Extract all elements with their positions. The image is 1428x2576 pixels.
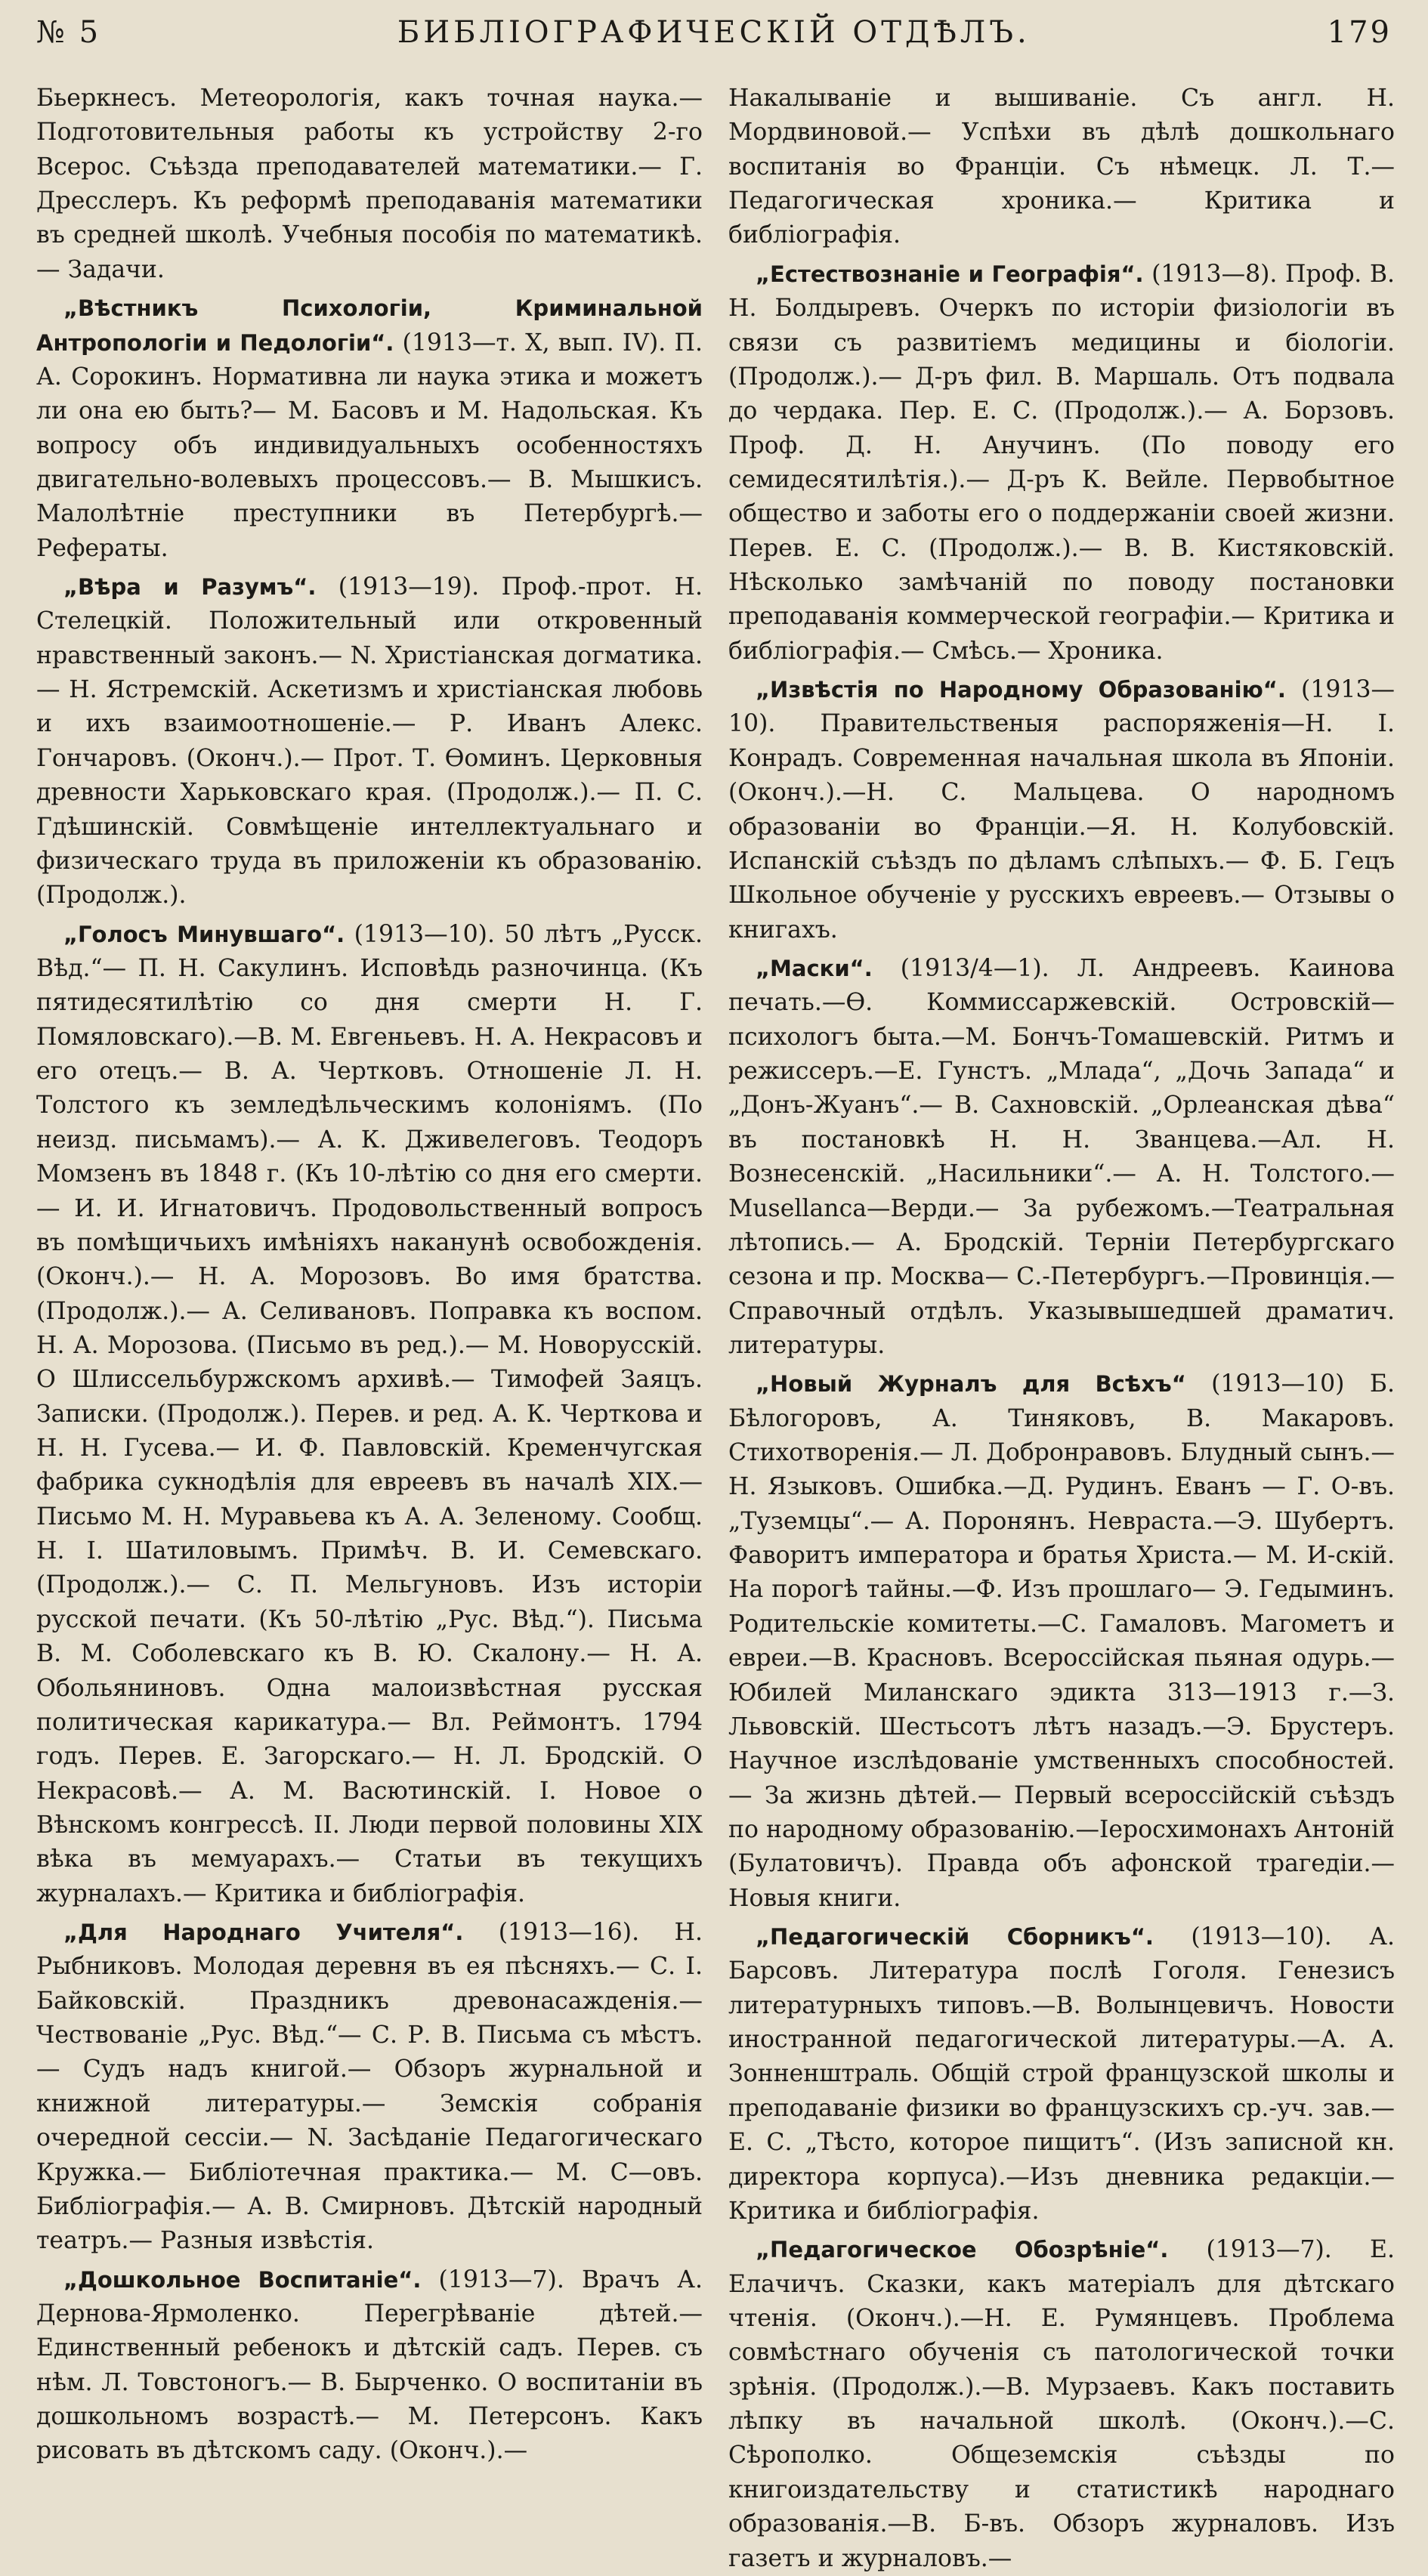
entry-text: Бьеркнесъ. Метеорологія, какъ точная наука.— Подготовительныя работы къ устройству 2-го Всерос. Съѣзда преподавателей математики.— Г. Дресслеръ. Къ реформѣ преподаванія математики въ средней школѣ. Учебныя пособія по математикѣ.— Задачи.	[36, 85, 703, 283]
entry-text: (1913—10). А. Барсовъ. Литература послѣ Гоголя. Генезисъ литературныхъ типовъ.—В. Волынцевичъ. Новости иностранной педагогической литературы.—А. А. Зонненштраль. Общій строй французской школы и преподаваніе физики во французскихъ ср.-уч. зав.—Е. С. „Тѣсто, которое пищитъ“. (Изъ записной кн. директора корпуса).—Изъ дневника редакціи.—Критика и библіографія.	[728, 1923, 1396, 2225]
entry-text: Накалываніе и вышиваніе. Съ англ. Н. Мордвиновой.— Успѣхи въ дѣлѣ дошкольнаго воспитанія во Франціи. Съ нѣмецк. Л. Т.— Педагогическая хроника.— Критика и библіографія.	[728, 85, 1395, 249]
journal-title: „Дошкольное Воспитаніе“.	[63, 2266, 422, 2293]
journal-entry	[36, 1916, 703, 2259]
section-title: БИБЛІОГРАФИЧЕСКІЙ ОТДѢЛЪ.	[397, 15, 1031, 50]
page-header	[36, 6, 1392, 59]
two-column-text	[36, 82, 1396, 2572]
journal-title: „Вѣра и Разумъ“.	[63, 574, 317, 601]
journal-entry	[728, 1920, 1395, 2229]
journal-title: „Педагогическое Обозрѣніе“.	[756, 2237, 1169, 2263]
issue-number: № 5	[36, 15, 101, 50]
entry-text: (1913—10). 50 лѣтъ „Русск. Вѣд.“— П. Н. Сакулинъ. Исповѣдь разночинца. (Къ пятидесятилѣтію со дня смерти Н. Г. Помяловскаго).—В. М. Евгеньевъ. Н. А. Некрасовъ и его отецъ.— В. А. Чертковъ. Отношеніе Л. Н. Толстого къ земледѣльческимъ колоніямъ. (По неизд. письмамъ).— А. К. Дживелеговъ. Теодоръ Момзенъ въ 1848 г. (Къ 10-лѣтію со дня его смерти.— И. И. Игнатовичъ. Продовольственный вопросъ въ помѣщичьихъ имѣніяхъ наканунѣ освобожденія. (Оконч.).— Н. А. Морозовъ. Во имя братства. (Продолж.).— А. Селивановъ. Поправка къ воспом. Н. А. Морозова. (Письмо въ ред.).— М. Новорусскій. О Шлиссельбуржскомъ архивѣ.— Тимофей Заяцъ. Записки. (Продолж.). Перев. и ред. А. К. Черткова и Н. Н. Гусева.— И. Ф. Павловскій. Кременчугская фабрика сукнодѣлія для евреевъ въ началѣ XIX.— Письмо М. Н. Муравьева къ А. А. Зеленому. Сообщ. Н. І. Шатиловымъ. Примѣч. В. И. Семевскаго. (Продолж.).— С. П. Мельгуновъ. Изъ исторіи русской печати. (Къ 50-лѣтію „Рус. Вѣд.“). Письма В. М. Соболевскаго къ В. Ю. Скалону.— Н. А. Обольяниновъ. Одна малоизвѣстная русская политическая карикатура.— Вл. Реймонтъ. 1794 годъ. Перев. Е. Загорскаго.— Н. Л. Бродскій. О Некрасовѣ.— А. М. Васютинскій. І. Новое о Вѣнскомъ конгрессѣ. II. Люди первой половины XIX вѣка въ мемуарахъ.— Статьи въ текущихъ журналахъ.— Критика и библіографія.	[36, 920, 703, 1907]
journal-entry	[36, 570, 703, 913]
journal-entry	[36, 2263, 703, 2469]
entry-text: (1913—7). Е. Елачичъ. Сказки, какъ матеріалъ для дѣтскаго чтенія. (Оконч.).—Н. Е. Румянцевъ. Проблема совмѣстнаго обученія съ патологической точки зрѣнія. (Продолж.).—В. Мурзаевъ. Какъ поставить лѣпку въ начальной школѣ. (Оконч.).—С. Сѣрополко. Общеземскія съѣзды по книгоиздательству и статистикѣ народнаго образованія.—В. Б-въ. Обзоръ журналовъ. Изъ газетъ и журналовъ.—	[728, 2236, 1395, 2572]
page-number: 179	[1327, 15, 1392, 50]
journal-entry	[728, 1367, 1395, 1916]
journal-title: „Педагогическій Сборникъ“.	[756, 1924, 1154, 1951]
journal-entry	[728, 2233, 1395, 2576]
entry-text: (1913/4—1). Л. Андреевъ. Каинова печать.—Ѳ. Коммиссаржевскій. Островскій—психологъ быта.—М. Бончъ-Томашевскій. Ритмъ и режиссеръ.—Е. Гунстъ. „Млада“, „Дочь Запада“ и „Донъ-Жуанъ“.— В. Сахновскій. „Орлеанская дѣва“ въ постановкѣ Н. Н. Званцева.—Ал. Н. Вознесенскій. „Насильники“.— А. Н. Толстого.—Musеllanca—Верди.— За рубежомъ.—Театральная лѣтопись.— А. Бродскій. Терніи Петербургскаго сезона и пр. Москва— С.-Петербургъ.—Провинція.—Справочный отдѣлъ. Указывышедшей драматич. литературы.	[728, 954, 1395, 1359]
journal-title: „Для Народнаго Учителя“.	[63, 1920, 464, 1946]
entry-text: (1913—8). Проф. В. Н. Болдыревъ. Очеркъ по исторіи физіологіи въ связи съ развитіемъ медицины и біологіи. (Продолж.).— Д-ръ фил. В. Маршаль. Отъ подвала до чердака. Пер. Е. С. (Продолж.).— А. Борзовъ. Проф. Д. Н. Анучинъ. (По поводу его семидесятилѣтія.).— Д-ръ К. Вейле. Первобытное общество и заботы его о поддержаніи своей жизни. Перев. Е. С. (Продолж.).— В. В. Кистяковскій. Нѣсколько замѣчаній по поводу постановки преподаванія коммерческой географіи.— Критика и библіографія.— Смѣсь.— Хроника.	[728, 260, 1396, 665]
journal-entry	[728, 952, 1395, 1363]
journal-entry	[36, 82, 703, 287]
journal-title: „Новый Журналъ для Всѣхъ“	[756, 1371, 1186, 1398]
right-column	[728, 82, 1395, 2576]
entry-text: (1913—16). Н. Рыбниковъ. Молодая деревня въ ея пѣсняхъ.— С. І. Байковскій. Праздникъ древонасажденія.— Чествованіе „Рус. Вѣд.“— С. Р. В. Письма съ мѣстъ.— Судъ надъ книгой.— Обзоръ журнальной и книжной литературы.— Земскія собранія очередной сессіи.— N. Засѣданіе Педагогическаго Кружка.— Библіотечная практика.— М. С—овъ. Библіографія.— А. В. Смирновъ. Дѣтскій народный театръ.— Разныя извѣстія.	[36, 1919, 703, 2255]
journal-title: „Голосъ Минувшаго“.	[63, 921, 345, 947]
journal-title: „Вѣстникъ Психологіи, Криминальной Антропологіи и Педологіи“.	[36, 295, 703, 356]
journal-entry	[728, 82, 1395, 253]
journal-entry	[36, 292, 703, 566]
journal-entry	[36, 918, 703, 1911]
journal-title: „Естествознаніе и Географія“.	[756, 261, 1144, 287]
entry-text: (1913—10) Б. Бѣлогоровъ, А. Тиняковъ, В. Макаровъ. Стихотворенія.— Л. Добронравовъ. Блудный сынъ.—Н. Языковъ. Ошибка.—Д. Рудинъ. Еванъ — Г. О-въ. „Туземцы“.— А. Поронянъ. Невраста.—Э. Шубертъ. Фаворитъ императора и братья Христа.— М. И-скій. На порогѣ тайны.—Ф. Изъ прошлаго— Э. Гедыминъ. Родительскіе комитеты.—С. Гамаловъ. Магометъ и евреи.—В. Красновъ. Всероссійская пьяная одурь.—Юбилей Миланскаго эдикта 313—1913 г.—З. Львовскій. Шестьсотъ лѣтъ назадъ.—Э. Брустеръ. Научное изслѣдованіе умственныхъ способностей.— За жизнь дѣтей.— Первый всероссійскій съѣздъ по народному образованію.—Іеросхимонахъ Антоній (Булатовичъ). Правда объ афонской трагедіи.—Новыя книги.	[728, 1370, 1396, 1912]
entry-text: (1913—10). Правительственыя распоряженія—Н. І. Конрадъ. Современная начальная школа въ Японіи. (Оконч.).—Н. С. Мальцева. О народномъ образованіи во Франціи.—Я. Н. Колубовскій. Испанскій съѣздъ по дѣламъ слѣпыхъ.— Ф. Б. Гецъ Школьное обученіе у русскихъ евреевъ.— Отзывы о книгахъ.	[728, 676, 1395, 944]
journal-entry	[728, 673, 1395, 947]
left-column	[36, 82, 703, 2576]
entry-text: (1913—т. X, вып. IV). П. А. Сорокинъ. Нормативна ли наука этика и можетъ ли она ею быть?— М. Басовъ и М. Надольская. Къ вопросу объ индивидуальныхъ особенностяхъ двигательно-волевыхъ процессовъ.— В. Мышкисъ. Малолѣтніе преступники въ Петербургѣ.— Рефераты.	[36, 329, 703, 562]
entry-text: (1913—19). Проф.-прот. Н. Стелецкій. Положительный или откровенный нравственный законъ.— N. Христіанская догматика.— Н. Ястремскій. Аскетизмъ и христіанская любовь и ихъ взаимоотношеніе.— Р. Иванъ Алекс. Гончаровъ. (Оконч.).— Прот. Т. Ѳоминъ. Церковныя древности Харьковскаго края. (Продолж.).— П. С. Гдѣшинскій. Совмѣщеніе интеллектуальнаго и физическаго труда въ приложеніи къ образованію. (Продолж.).	[36, 573, 703, 910]
journal-entry	[728, 258, 1395, 669]
journal-title: „Извѣстія по Народному Образованію“.	[756, 677, 1286, 703]
journal-title: „Маски“.	[756, 955, 873, 981]
entry-text: (1913—7). Врачъ А. Дернова-Ярмоленко. Перегрѣваніе дѣтей.— Единственный ребенокъ и дѣтскій садъ. Перев. съ нѣм. Л. Товстоногъ.— В. Бырченко. О воспитаніи въ дошкольномъ возрастѣ.— М. Петерсонъ. Какъ рисовать въ дѣтскомъ саду. (Оконч.).—	[36, 2266, 703, 2465]
